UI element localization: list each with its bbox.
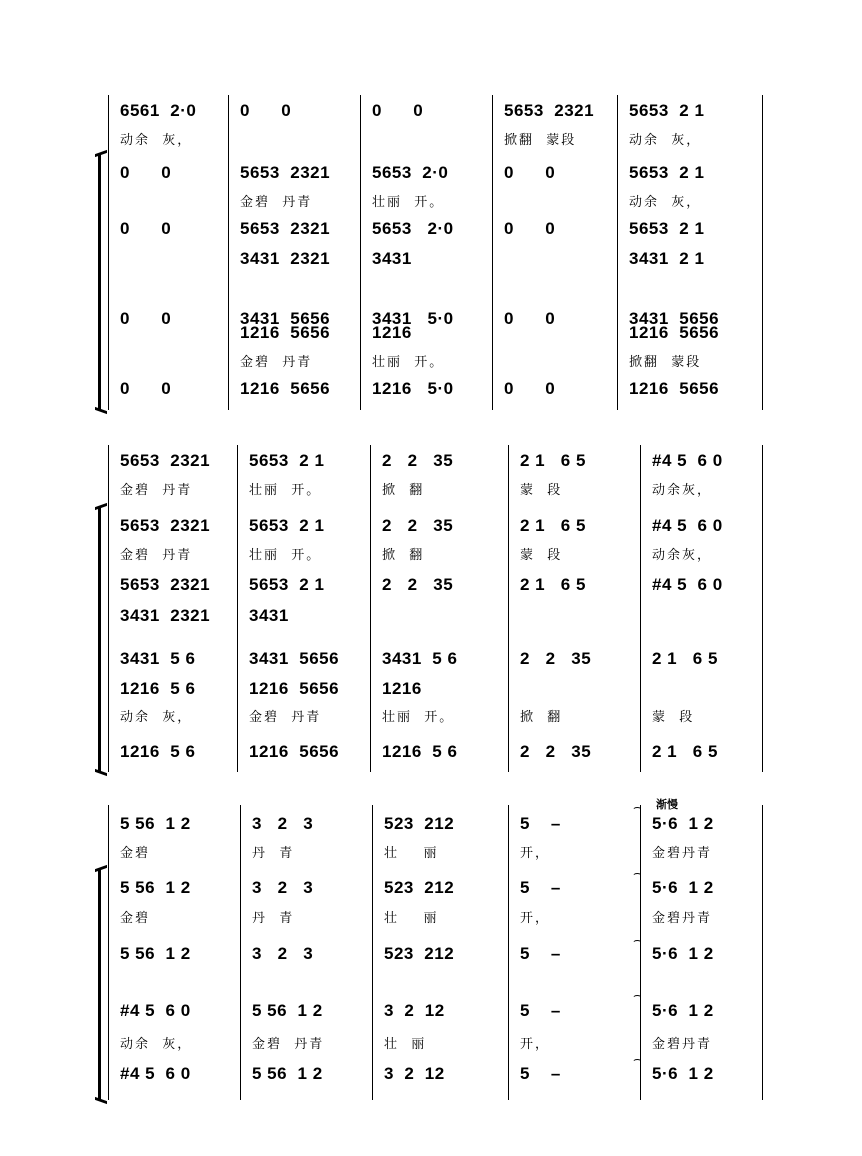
- note-group: 3431 2321: [120, 606, 211, 625]
- note-group: 2 1 6 5: [652, 649, 718, 668]
- lyric-text: 金碧: [120, 846, 151, 861]
- lyric-text: 金碧 丹青: [240, 355, 313, 370]
- note-group: 2 2 35: [520, 742, 592, 761]
- lyric-text: 壮丽 开。: [372, 355, 445, 370]
- note-group: 3431 5656: [240, 309, 331, 328]
- note-group: 2 1 6 5: [652, 742, 718, 761]
- note-group: 1216 5656: [629, 323, 720, 342]
- barline: [762, 95, 763, 410]
- note-group: 2 2 35: [520, 649, 592, 668]
- barline: [762, 805, 763, 1100]
- lyric-text: 壮丽 开。: [382, 710, 455, 725]
- note-group: 523 212: [384, 878, 455, 897]
- lyric-text: 开，: [520, 846, 551, 861]
- note-group: 5·6 1 2: [652, 944, 714, 963]
- note-group: 5653 2321: [120, 516, 211, 535]
- note-group: 0 0: [504, 309, 556, 328]
- note-group: 3431: [372, 249, 412, 268]
- barline: [372, 805, 373, 1100]
- choir-bracket: [98, 154, 101, 410]
- lyric-text: 蒙 段: [652, 710, 695, 725]
- note-group: 3 2 3: [252, 878, 314, 897]
- lyric-text: 蒙 段: [520, 483, 563, 498]
- note-group: 5 56 1 2: [252, 1001, 323, 1020]
- lyric-text: 金碧 丹青: [120, 483, 193, 498]
- note-group: #4 5 6 0: [652, 516, 723, 535]
- barline: [762, 445, 763, 772]
- note-group: 5 –: [520, 878, 561, 897]
- note-group: 5653 2 1: [629, 219, 705, 238]
- lyric-text: 金碧丹青: [652, 1037, 713, 1052]
- barline: [237, 445, 238, 772]
- note-group: 5653 2321: [240, 219, 331, 238]
- note-group: 523 212: [384, 944, 455, 963]
- note-group: 5·6 1 2: [652, 814, 714, 833]
- lyric-text: 开，: [520, 911, 551, 926]
- note-group: #4 5 6 0: [120, 1064, 191, 1083]
- lyric-text: 壮 丽: [384, 911, 439, 926]
- note-group: 2 2 35: [382, 451, 454, 470]
- note-group: 3431: [249, 606, 289, 625]
- lyric-text: 掀 翻: [382, 483, 425, 498]
- note-group: 5 56 1 2: [120, 878, 191, 897]
- fermata-icon: ⌢: [633, 1052, 642, 1067]
- note-group: 5653 2321: [120, 451, 211, 470]
- note-group: 5·6 1 2: [652, 878, 714, 897]
- note-group: 5653 2 1: [629, 101, 705, 120]
- lyric-text: 壮 丽: [384, 846, 439, 861]
- note-group: 1216 5 6: [120, 742, 196, 761]
- lyric-text: 蒙 段: [520, 548, 563, 563]
- barline: [508, 805, 509, 1100]
- note-group: 5 –: [520, 1001, 561, 1020]
- lyric-text: 壮丽 开。: [249, 483, 322, 498]
- lyric-text: 金碧丹青: [652, 846, 713, 861]
- lyric-text: 丹 青: [252, 846, 295, 861]
- lyric-text: 金碧 丹青: [249, 710, 322, 725]
- note-group: 5653 2321: [120, 575, 211, 594]
- note-group: 5653 2 1: [249, 516, 325, 535]
- note-group: 5 56 1 2: [120, 814, 191, 833]
- note-group: 5653 2321: [504, 101, 595, 120]
- note-group: 0 0: [120, 163, 172, 182]
- lyric-text: 动余灰，: [652, 483, 713, 498]
- lyric-text: 掀翻 蒙段: [504, 133, 577, 148]
- note-group: 3431 5·0: [372, 309, 454, 328]
- note-group: 1216 5656: [240, 379, 331, 398]
- lyric-text: 动余 灰，: [120, 133, 193, 148]
- note-group: #4 5 6 0: [652, 575, 723, 594]
- note-group: 2 1 6 5: [520, 575, 586, 594]
- barline: [508, 445, 509, 772]
- note-group: 1216 5656: [629, 379, 720, 398]
- note-group: 1216 5 6: [382, 742, 458, 761]
- barline: [492, 95, 493, 410]
- lyric-text: 动余 灰，: [629, 133, 702, 148]
- tempo-marking: 渐慢: [656, 798, 678, 811]
- note-group: 1216 5656: [249, 679, 340, 698]
- note-group: 5 –: [520, 944, 561, 963]
- note-group: 3431 2321: [240, 249, 331, 268]
- note-group: 2 1 6 5: [520, 451, 586, 470]
- note-group: 523 212: [384, 814, 455, 833]
- note-group: 2 2 35: [382, 516, 454, 535]
- barline: [640, 445, 641, 772]
- lyric-text: 金碧丹青: [652, 911, 713, 926]
- note-group: #4 5 6 0: [652, 451, 723, 470]
- note-group: #4 5 6 0: [120, 1001, 191, 1020]
- note-group: 0 0: [372, 101, 424, 120]
- note-group: 3431 5656: [249, 649, 340, 668]
- lyric-text: 掀 翻: [520, 710, 563, 725]
- note-group: 5 –: [520, 814, 561, 833]
- note-group: 0 0: [120, 219, 172, 238]
- note-group: 5·6 1 2: [652, 1001, 714, 1020]
- lyric-text: 掀 翻: [382, 548, 425, 563]
- lyric-text: 开，: [520, 1037, 551, 1052]
- lyric-text: 金碧: [120, 911, 151, 926]
- note-group: 3431 5 6: [382, 649, 458, 668]
- system-barline-left: [108, 445, 109, 772]
- note-group: 5653 2 1: [249, 575, 325, 594]
- choir-bracket: [98, 869, 101, 1100]
- note-group: 1216 5656: [240, 323, 331, 342]
- lyric-text: 壮 丽: [384, 1037, 427, 1052]
- fermata-icon: ⌢: [633, 800, 642, 815]
- note-group: 5653 2 1: [629, 163, 705, 182]
- note-group: 0 0: [504, 163, 556, 182]
- system-barline-left: [108, 95, 109, 410]
- fermata-icon: ⌢: [633, 866, 642, 881]
- note-group: 3431 2 1: [629, 249, 705, 268]
- note-group: 5·6 1 2: [652, 1064, 714, 1083]
- lyric-text: 动余 灰，: [120, 710, 193, 725]
- note-group: 5653 2 1: [249, 451, 325, 470]
- note-group: 5 56 1 2: [252, 1064, 323, 1083]
- system-barline-left: [108, 805, 109, 1100]
- note-group: 2 2 35: [382, 575, 454, 594]
- lyric-text: 金碧 丹青: [120, 548, 193, 563]
- note-group: 0 0: [120, 309, 172, 328]
- fermata-icon: ⌢: [633, 933, 642, 948]
- lyric-text: 动余 灰，: [629, 195, 702, 210]
- lyric-text: 金碧 丹青: [252, 1037, 325, 1052]
- note-group: 5 –: [520, 1064, 561, 1083]
- note-group: 0 0: [504, 219, 556, 238]
- note-group: 6561 2·0: [120, 101, 197, 120]
- lyric-text: 动余 灰，: [120, 1037, 193, 1052]
- note-group: 0 0: [120, 379, 172, 398]
- lyric-text: 掀翻 蒙段: [629, 355, 702, 370]
- note-group: 5653 2·0: [372, 163, 449, 182]
- lyric-text: 壮丽 开。: [249, 548, 322, 563]
- lyric-text: 壮丽 开。: [372, 195, 445, 210]
- lyric-text: 动余灰，: [652, 548, 713, 563]
- barline: [617, 95, 618, 410]
- note-group: 1216 5 6: [120, 679, 196, 698]
- note-group: 1216: [372, 323, 412, 342]
- note-group: 1216 5·0: [372, 379, 454, 398]
- note-group: 3431 5656: [629, 309, 720, 328]
- note-group: 5653 2·0: [372, 219, 454, 238]
- note-group: 3 2 12: [384, 1001, 445, 1020]
- note-group: 5653 2321: [240, 163, 331, 182]
- barline: [228, 95, 229, 410]
- lyric-text: 金碧 丹青: [240, 195, 313, 210]
- note-group: 0 0: [240, 101, 292, 120]
- barline: [360, 95, 361, 410]
- note-group: 1216 5656: [249, 742, 340, 761]
- note-group: 3 2 3: [252, 814, 314, 833]
- barline: [370, 445, 371, 772]
- barline: [240, 805, 241, 1100]
- choir-bracket: [98, 507, 101, 772]
- note-group: 3 2 3: [252, 944, 314, 963]
- note-group: 5 56 1 2: [120, 944, 191, 963]
- lyric-text: 丹 青: [252, 911, 295, 926]
- note-group: 3431 5 6: [120, 649, 196, 668]
- note-group: 3 2 12: [384, 1064, 445, 1083]
- note-group: 0 0: [504, 379, 556, 398]
- note-group: 2 1 6 5: [520, 516, 586, 535]
- note-group: 1216: [382, 679, 422, 698]
- fermata-icon: ⌢: [633, 988, 642, 1003]
